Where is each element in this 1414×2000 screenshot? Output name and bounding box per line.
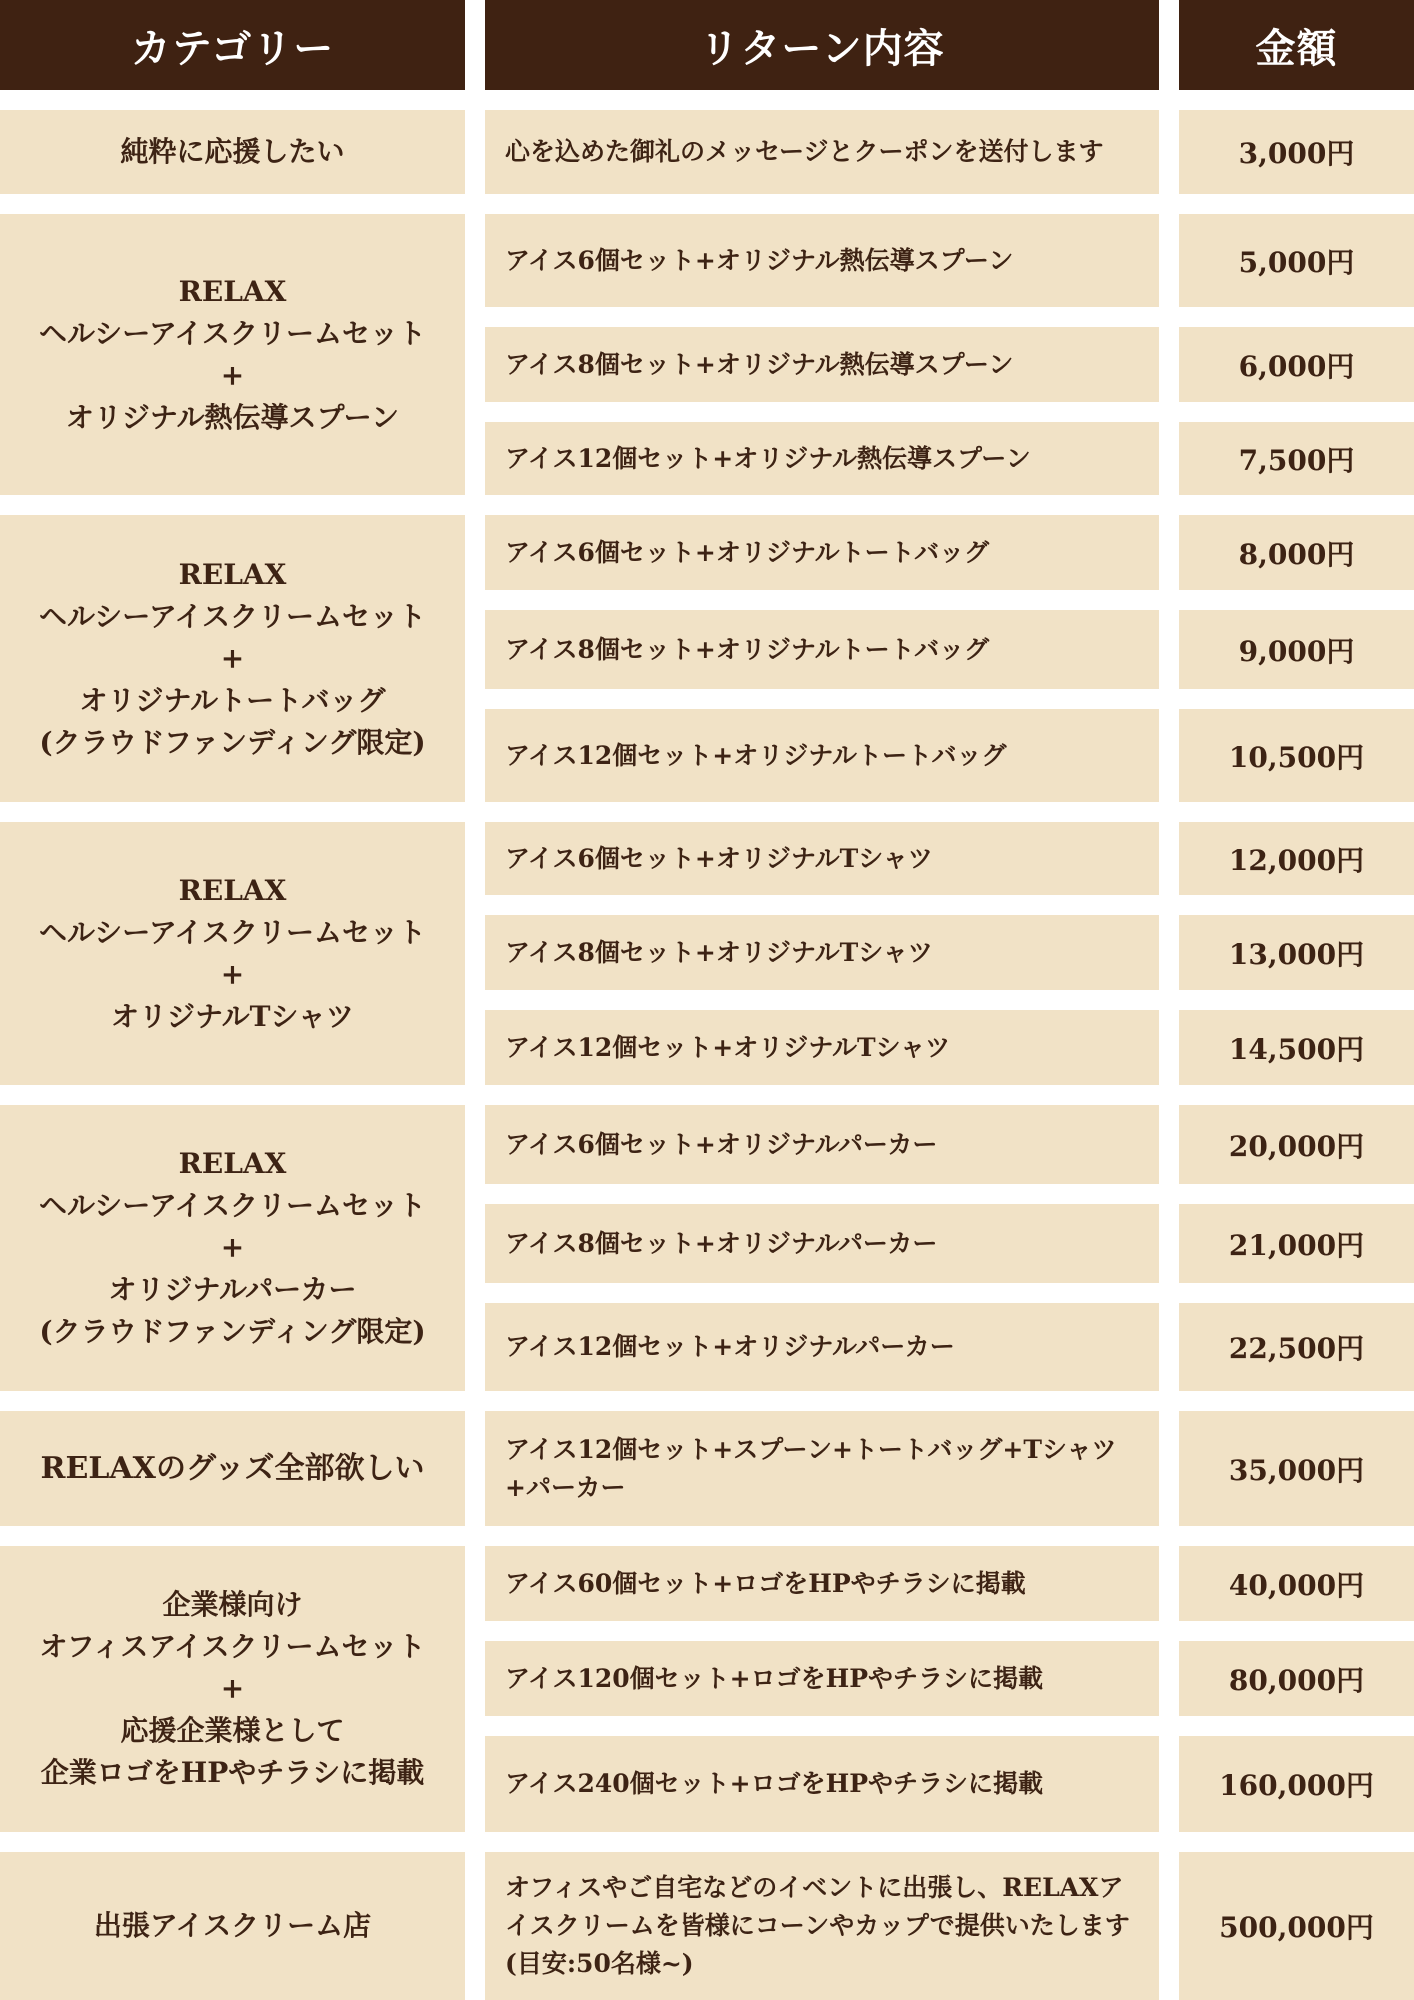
price-cell: 7,500円 [1179,422,1414,495]
return-cell: アイス6個セット+オリジナルパーカー [485,1105,1159,1184]
return-cell: アイス240個セット+ロゴをHPやチラシに掲載 [485,1736,1159,1832]
return-cell: アイス12個セット+オリジナルトートバッグ [485,709,1159,802]
price-cell: 13,000円 [1179,915,1414,990]
category-cell: 出張アイスクリーム店 [0,1852,465,2000]
return-cell: アイス12個セット+スプーン+トートバッグ+Tシャツ+パーカー [485,1411,1159,1526]
price-cell: 6,000円 [1179,327,1414,402]
price-cell: 40,000円 [1179,1546,1414,1621]
price-cell: 14,500円 [1179,1010,1414,1085]
return-cell: アイス120個セット+ロゴをHPやチラシに掲載 [485,1641,1159,1716]
return-cell: アイス8個セット+オリジナルパーカー [485,1204,1159,1283]
price-cell: 160,000円 [1179,1736,1414,1832]
return-cell: アイス6個セット+オリジナルトートバッグ [485,515,1159,590]
return-cell: アイス8個セット+オリジナルTシャツ [485,915,1159,990]
return-cell: アイス12個セット+オリジナルパーカー [485,1303,1159,1391]
category-cell: RELAX ヘルシーアイスクリームセット + オリジナルTシャツ [0,822,465,1085]
category-cell: 企業様向け オフィスアイスクリームセット + 応援企業様として 企業ロゴをHPやチラシに掲載 [0,1546,465,1832]
price-cell: 3,000円 [1179,110,1414,194]
return-cell: アイス8個セット+オリジナルトートバッグ [485,610,1159,689]
return-cell: アイス8個セット+オリジナル熱伝導スプーン [485,327,1159,402]
price-cell: 22,500円 [1179,1303,1414,1391]
price-cell: 9,000円 [1179,610,1414,689]
price-cell: 35,000円 [1179,1411,1414,1526]
header-return: リターン内容 [485,0,1159,90]
category-cell: RELAX ヘルシーアイスクリームセット + オリジナルパーカー (クラウドファンディング限定) [0,1105,465,1391]
category-cell: RELAX ヘルシーアイスクリームセット + オリジナルトートバッグ (クラウドファンディング限定) [0,515,465,802]
price-cell: 12,000円 [1179,822,1414,895]
return-cell: オフィスやご自宅などのイベントに出張し、RELAXアイスクリームを皆様にコーンやカップで提供いたします(目安:50名様~) [485,1852,1159,2000]
header-price: 金額 [1179,0,1414,90]
price-cell: 8,000円 [1179,515,1414,590]
category-cell: RELAXのグッズ全部欲しい [0,1411,465,1526]
return-cell: アイス12個セット+オリジナル熱伝導スプーン [485,422,1159,495]
price-cell: 5,000円 [1179,214,1414,307]
return-cell: アイス60個セット+ロゴをHPやチラシに掲載 [485,1546,1159,1621]
price-cell: 21,000円 [1179,1204,1414,1283]
return-cell: アイス6個セット+オリジナルTシャツ [485,822,1159,895]
return-cell: アイス6個セット+オリジナル熱伝導スプーン [485,214,1159,307]
category-cell: 純粋に応援したい [0,110,465,194]
price-cell: 20,000円 [1179,1105,1414,1184]
header-category: カテゴリー [0,0,465,90]
price-cell: 80,000円 [1179,1641,1414,1716]
category-cell: RELAX ヘルシーアイスクリームセット + オリジナル熱伝導スプーン [0,214,465,495]
price-cell: 10,500円 [1179,709,1414,802]
return-cell: アイス12個セット+オリジナルTシャツ [485,1010,1159,1085]
return-cell: 心を込めた御礼のメッセージとクーポンを送付します [485,110,1159,194]
price-cell: 500,000円 [1179,1852,1414,2000]
